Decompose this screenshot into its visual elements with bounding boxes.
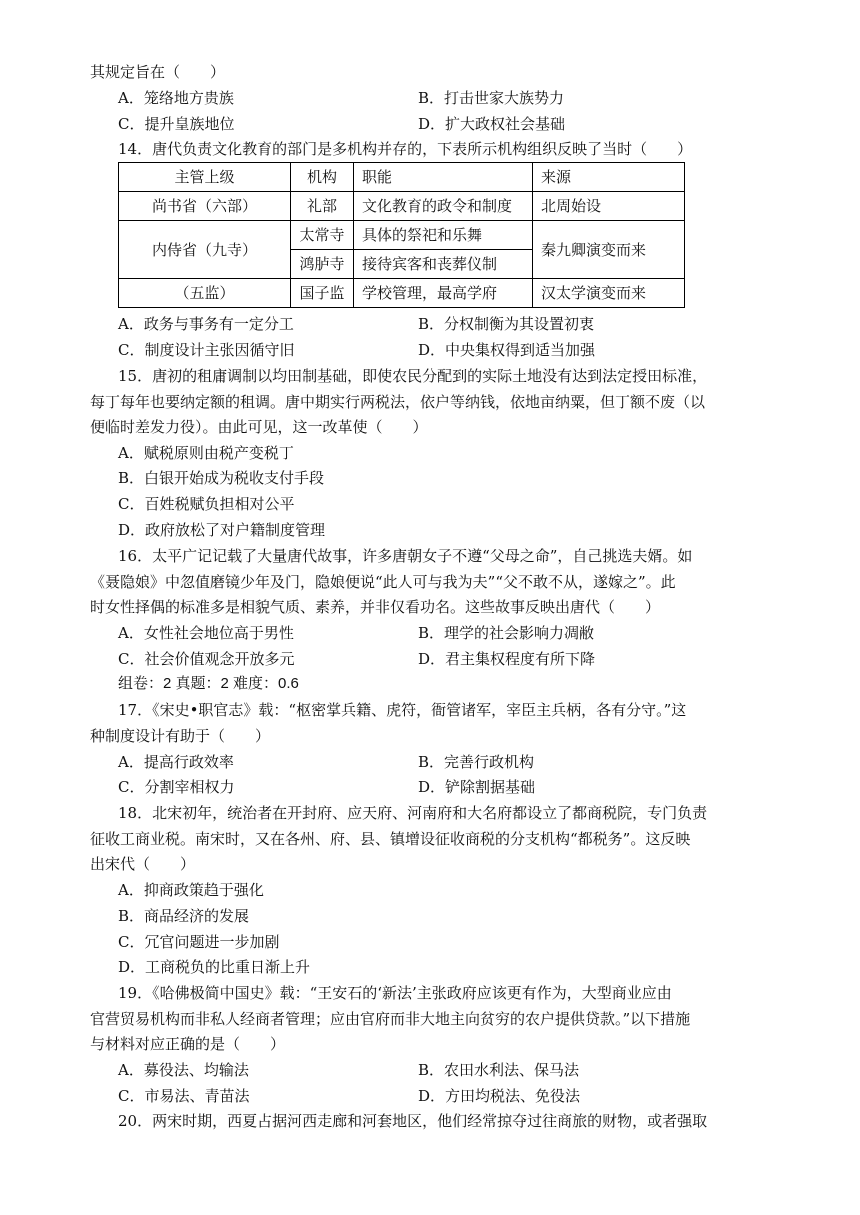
q13-option-c: C．提升皇族地位 <box>118 115 235 133</box>
q14-option-a: A．政务与事务有一定分工 <box>118 315 294 333</box>
q17-option-b: B．完善行政机构 <box>418 753 535 771</box>
q19-stem-line: 19．《哈佛极简中国史》载：“王安石的‘新法’主张政府应该更有作为，大型商业应由 <box>118 984 672 1002</box>
q15-option-b: B．白银开始成为税收支付手段 <box>118 469 325 487</box>
table-cell: 学校管理，最高学府 <box>354 279 533 308</box>
q14-option-c: C．制度设计主张因循守旧 <box>118 341 295 359</box>
table-row <box>119 192 685 221</box>
q15-option-d: D．政府放松了对户籍制度管理 <box>118 521 326 539</box>
table-cell: 文化教育的政令和制度 <box>354 192 533 221</box>
table-cell: 内侍省（九寺） <box>119 221 291 279</box>
q20-stem-line: 20．两宋时期，西夏占据河西走廊和河套地区，他们经常掠夺过往商旅的财物，或者强取 <box>118 1112 708 1130</box>
q16-option-a: A．女性社会地位高于男性 <box>118 624 294 642</box>
table-cell: 秦九卿演变而来 <box>533 221 685 279</box>
q19-option-d: D．方田均税法、免役法 <box>418 1087 581 1105</box>
q16-stem-line: 16．太平广记记载了大量唐代故事，许多唐朝女子不遵“父母之命”，自己挑选夫婿。如 <box>118 547 693 565</box>
table-cell: 鸿胪寺 <box>291 250 354 279</box>
table-row <box>119 279 685 308</box>
q16-option-b: B．理学的社会影响力凋敝 <box>418 624 595 642</box>
q19-stem-line: 与材料对应正确的是（ ） <box>90 1035 286 1053</box>
q19-option-c: C．市易法、青苗法 <box>118 1087 250 1105</box>
q14-stem: 14．唐代负责文化教育的部门是多机构并存的，下表所示机构组织反映了当时（ ） <box>118 140 693 158</box>
q18-option-c: C．冗官问题进一步加剧 <box>118 933 280 951</box>
table-row <box>119 221 685 250</box>
q17-option-a: A．提高行政效率 <box>118 753 234 771</box>
q13-option-b: B．打击世家大族势力 <box>418 89 565 107</box>
table-cell: 礼部 <box>291 192 354 221</box>
q13-option-d: D．扩大政权社会基础 <box>418 115 566 133</box>
table-header-cell: 职能 <box>354 163 533 192</box>
table-cell: 具体的祭祀和乐舞 <box>354 221 533 250</box>
q14-option-b: B．分权制衡为其设置初衷 <box>418 315 595 333</box>
q14-institution-table <box>118 162 685 308</box>
q18-option-a: A．抑商政策趋于强化 <box>118 881 264 899</box>
q18-stem-line: 18．北宋初年，统治者在开封府、应天府、河南府和大名府都设立了都商税院，专门负责 <box>118 804 708 822</box>
q17-stem-line: 17．《宋史•职官志》载：“枢密掌兵籍、虎符，衙管诸军，宰臣主兵柄，各有分守。”这 <box>118 701 687 719</box>
table-header-row <box>119 163 685 192</box>
q13-stem-tail: 其规定旨在（ ） <box>90 63 226 81</box>
table-cell: （五监） <box>119 279 291 308</box>
table-header-cell: 主管上级 <box>119 163 291 192</box>
table-cell: 太常寺 <box>291 221 354 250</box>
table-cell: 北周始设 <box>533 192 685 221</box>
q17-stem-line: 种制度设计有助于（ ） <box>90 727 271 745</box>
question-meta-info: 组卷：2 真题：2 难度：0.6 <box>118 675 299 692</box>
q16-option-c: C．社会价值观念开放多元 <box>118 650 295 668</box>
q14-option-d: D．中央集权得到适当加强 <box>418 341 596 359</box>
q15-option-c: C．百姓税赋负担相对公平 <box>118 495 295 513</box>
q18-option-d: D．工商税负的比重日渐上升 <box>118 958 311 976</box>
table-header-cell: 来源 <box>533 163 685 192</box>
q19-option-a: A．募役法、均输法 <box>118 1061 249 1079</box>
q15-option-a: A．赋税原则由税产变税丁 <box>118 444 294 462</box>
q15-stem-line: 便临时差发力役）。由此可见，这一改革使（ ） <box>90 418 428 436</box>
q19-stem-line: 官营贸易机构而非私人经商者管理；应由官府而非大地主向贫穷的农户提供贷款。”以下措施 <box>90 1010 691 1028</box>
table-header-cell: 机构 <box>291 163 354 192</box>
q16-option-d: D．君主集权程度有所下降 <box>418 650 596 668</box>
table-cell: 汉太学演变而来 <box>533 279 685 308</box>
q17-option-c: C．分割宰相权力 <box>118 778 235 796</box>
q19-option-b: B．农田水利法、保马法 <box>418 1061 580 1079</box>
q16-stem-line: 时女性择偶的标准多是相貌气质、素养，并非仅看功名。这些故事反映出唐代（ ） <box>90 598 661 616</box>
q18-stem-line: 征收工商业税。南宋时，又在各州、府、县、镇增设征收商税的分支机构“都税务”。这反映 <box>90 830 691 848</box>
q16-stem-line: 《聂隐娘》中忽值磨镜少年及门，隐娘便说“此人可与我为夫”“父不敢不从，遂嫁之”。此 <box>90 573 676 591</box>
q18-stem-line: 出宋代（ ） <box>90 855 196 873</box>
q15-stem-line: 15．唐初的租庸调制以均田制基础，即使农民分配到的实际土地没有达到法定授田标准， <box>118 367 708 385</box>
q17-option-d: D．铲除割据基础 <box>418 778 536 796</box>
table-cell: 国子监 <box>291 279 354 308</box>
table-cell: 接待宾客和丧葬仪制 <box>354 250 533 279</box>
table-cell: 尚书省（六部） <box>119 192 291 221</box>
q13-option-a: A．笼络地方贵族 <box>118 89 234 107</box>
q15-stem-line: 每丁每年也要纳定额的租调。唐中期实行两税法，依户等纳钱，依地亩纳粟，但丁额不废（以 <box>90 393 706 411</box>
q18-option-b: B．商品经济的发展 <box>118 907 250 925</box>
